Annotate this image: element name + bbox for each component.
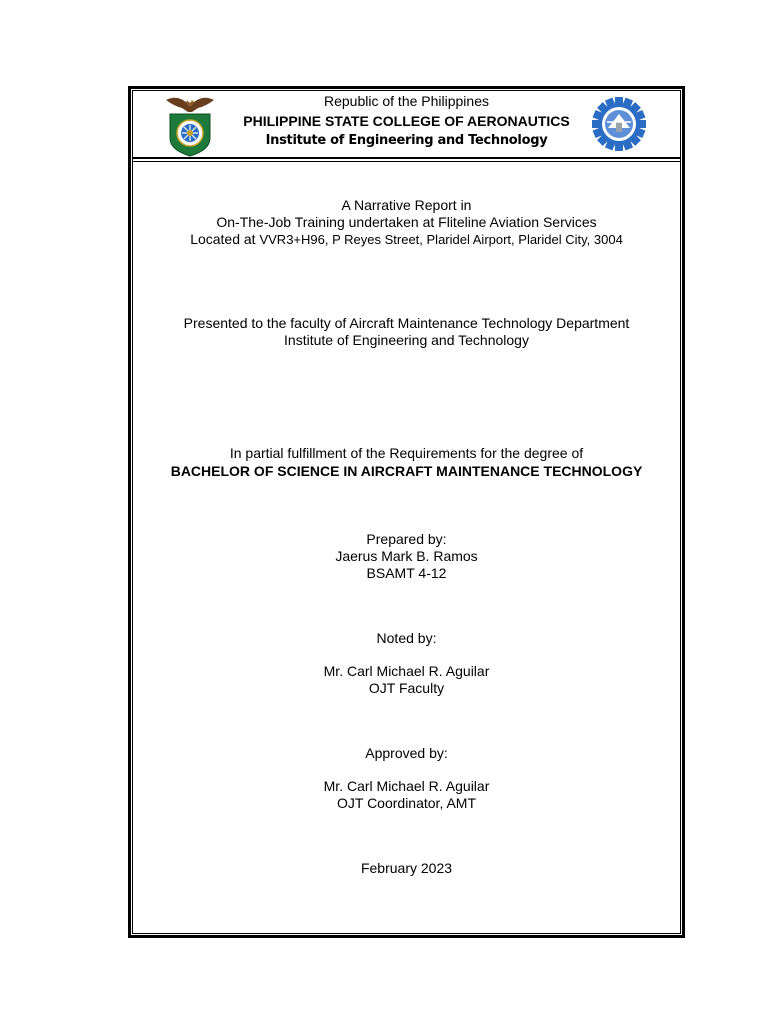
presented-line1: Presented to the faculty of Aircraft Maintenance Technology Department <box>183 315 630 331</box>
approved-name: Mr. Carl Michael R. Aguilar <box>323 778 490 794</box>
report-location <box>132 231 681 247</box>
noted-role: OJT Faculty <box>368 680 445 696</box>
prepared-name: Jaerus Mark B. Ramos <box>335 548 478 564</box>
college-name: PHILIPPINE STATE COLLEGE OF AERONAUTICS <box>243 113 570 129</box>
noted-name: Mr. Carl Michael R. Aguilar <box>323 663 490 679</box>
prepared-section: BSAMT 4-12 <box>366 565 447 581</box>
report-date: February 2023 <box>360 860 453 876</box>
location-prefix: Located at <box>190 231 260 247</box>
report-title-line1: A Narrative Report in <box>341 197 472 213</box>
location-address: VVR3+H96, P Reyes Street, Plaridel Airport, Plaridel City, 3004 <box>259 232 623 247</box>
noted-label: Noted by: <box>376 630 437 646</box>
approved-role: OJT Coordinator, AMT <box>336 795 476 811</box>
prepared-label: Prepared by: <box>366 531 447 547</box>
presented-line2: Institute of Engineering and Technology <box>284 332 529 348</box>
fulfillment-line: In partial fulfillment of the Requirements for the degree of <box>229 445 584 461</box>
report-title-line2: On-The-Job Training undertaken at Fliteline Aviation Services <box>216 214 597 230</box>
degree-title: BACHELOR OF SCIENCE IN AIRCRAFT MAINTENANCE TECHNOLOGY <box>170 463 643 479</box>
country-heading: Republic of the Philippines <box>324 93 489 109</box>
header-divider-thin <box>132 161 681 162</box>
institute-name: Institute of Engineering and Technology <box>265 133 548 148</box>
approved-label: Approved by: <box>365 745 448 761</box>
